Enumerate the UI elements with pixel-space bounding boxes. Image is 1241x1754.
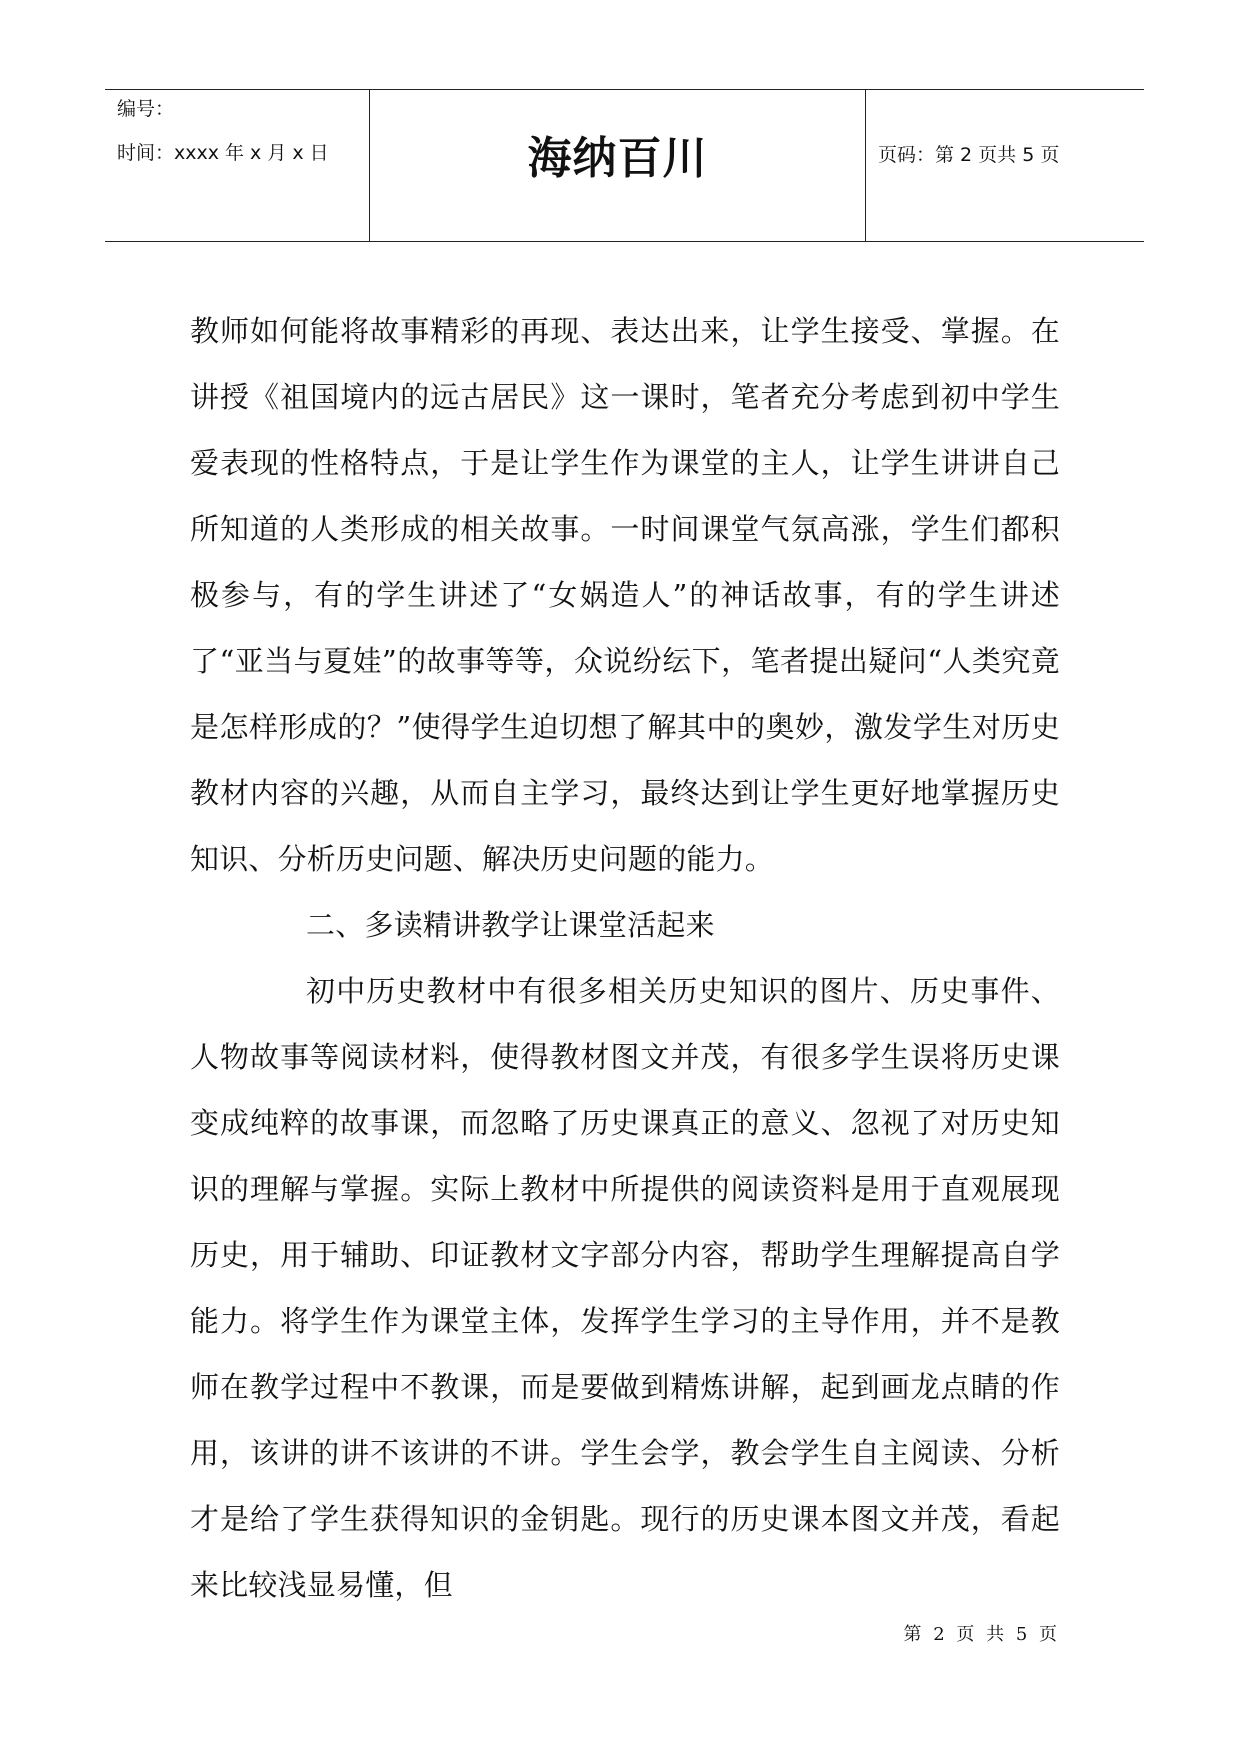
header-center-cell xyxy=(370,90,866,241)
document-header xyxy=(105,89,1144,242)
header-left-cell xyxy=(105,90,370,241)
body-paragraph: 教师如何能将故事精彩的再现、表达出来，让学生接受、掌握。在讲授《祖国境内的远古居民》这一课时，笔者充分考虑到初中学生爱表现的性格特点，于是让学生作为课堂的主人，让学生讲讲自己所知道的人类形成的相关故事。一时间课堂气氛高涨，学生们都积极参与，有的学生讲述了“女娲造人”的神话故事，有的学生讲述了“亚当与夏娃”的故事等等，众说纷纭下，笔者提出疑问“人类究竟是怎样形成的？”使得学生迫切想了解其中的奥妙，激发学生对历史教材内容的兴趣，从而自主学习，最终达到让学生更好地掌握历史知识、分析历史问题、解决历史问题的能力。 xyxy=(190,314,1060,876)
page-info-label: 页码：第 2 页共 5 页 xyxy=(878,144,1060,166)
section-heading: 二、多读精讲教学让课堂活起来 xyxy=(306,908,715,942)
brand-title: 海纳百川 xyxy=(527,133,708,184)
header-right-cell xyxy=(866,90,1144,241)
body-paragraph: 初中历史教材中有很多相关历史知识的图片、历史事件、人物故事等阅读材料，使得教材图文并茂，有很多学生误将历史课变成纯粹的故事课，而忽略了历史课真正的意义、忽视了对历史知识的理解与掌握。实际上教材中所提供的阅读资料是用于直观展现历史，用于辅助、印证教材文字部分内容，帮助学生理解提高自学能力。将学生作为课堂主体，发挥学生学习的主导作用，并不是教师在教学过程中不教课，而是要做到精炼讲解，起到画龙点睛的作用，该讲的讲不该讲的不讲。学生会学，教会学生自主阅读、分析才是给了学生获得知识的金钥匙。现行的历史课本图文并茂，看起来比较浅显易懂，但 xyxy=(190,974,1060,1602)
page-footer: 第 2 页 共 5 页 xyxy=(903,1624,1060,1645)
document-body xyxy=(190,298,1060,1618)
serial-number-label: 编号： xyxy=(117,98,175,120)
date-label: 时间：xxxx 年 x 月 x 日 xyxy=(117,142,329,164)
